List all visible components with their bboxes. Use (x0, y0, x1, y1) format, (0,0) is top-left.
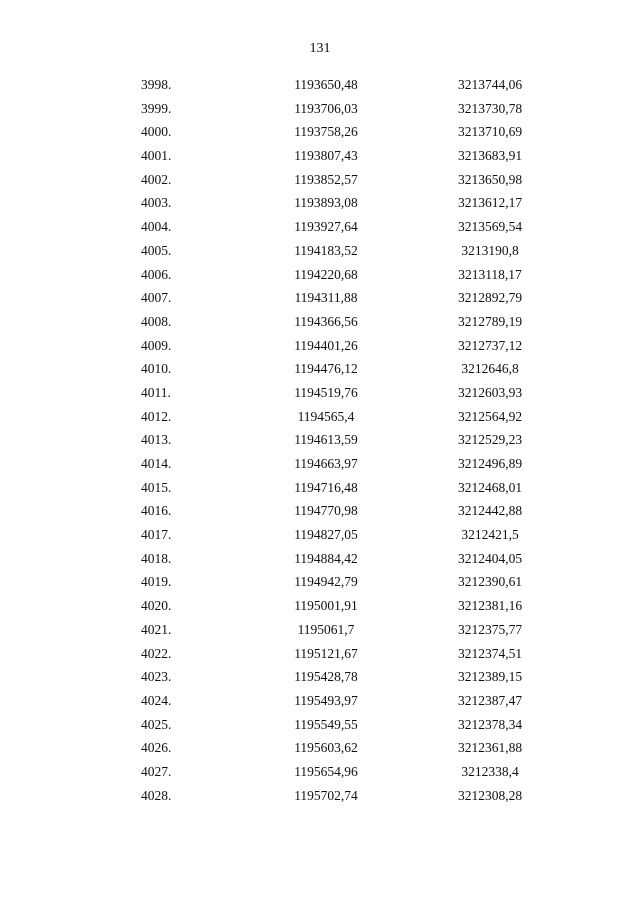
table-row (0, 736, 640, 760)
table-row (0, 73, 640, 97)
y-coordinate: 3213118,17 (458, 266, 522, 282)
x-coordinate: 1194827,05 (294, 527, 358, 543)
point-number: 4008. (141, 313, 172, 329)
point-number: 4022. (141, 645, 172, 661)
x-coordinate: 1194183,52 (294, 242, 358, 258)
point-number: 4012. (141, 408, 172, 424)
x-coordinate: 1194519,76 (294, 384, 358, 400)
table-row (0, 547, 640, 571)
point-number: 4014. (141, 456, 172, 471)
point-number: 4027. (141, 763, 172, 779)
y-coordinate: 3212468,01 (457, 479, 523, 495)
point-number: 4011. (141, 384, 171, 400)
y-coordinate: 3212496,89 (457, 456, 523, 471)
y-coordinate: 3212564,92 (457, 408, 523, 424)
table-row (0, 215, 640, 239)
y-coordinate: 3212404,05 (457, 550, 523, 566)
point-number: 4028. (141, 787, 172, 803)
table-row (0, 168, 640, 192)
x-coordinate: 1195603,62 (294, 740, 358, 756)
x-coordinate: 1195061,7 (297, 621, 355, 637)
y-coordinate: 3212442,88 (457, 503, 523, 519)
x-coordinate: 1194366,56 (294, 313, 358, 329)
point-number: 4013. (141, 432, 172, 448)
point-number: 4004. (141, 219, 172, 235)
x-coordinate: 1194942,79 (294, 574, 358, 590)
x-coordinate: 1194476,12 (294, 361, 358, 377)
coordinate-table (0, 73, 640, 807)
y-coordinate: 3213612,17 (457, 195, 523, 211)
y-coordinate: 3212603,93 (457, 384, 523, 400)
x-coordinate: 1193758,26 (294, 124, 358, 140)
table-row (0, 97, 640, 121)
table-row (0, 642, 640, 666)
x-coordinate: 1193893,08 (294, 195, 358, 211)
y-coordinate: 3212789,19 (457, 313, 523, 329)
table-row (0, 263, 640, 287)
y-coordinate: 3212390,61 (457, 574, 523, 590)
y-coordinate: 3212381,16 (457, 598, 523, 614)
y-coordinate: 3213730,78 (457, 100, 523, 116)
y-coordinate: 3212361,88 (457, 740, 523, 756)
point-number: 4009. (141, 337, 172, 353)
table-row (0, 523, 640, 547)
y-coordinate: 3212646,8 (461, 361, 519, 377)
point-number: 4018. (141, 550, 172, 566)
table-row (0, 357, 640, 381)
table-row (0, 286, 640, 310)
table-row (0, 381, 640, 405)
point-number: 3998. (141, 77, 172, 92)
table-row (0, 689, 640, 713)
point-number: 4010. (141, 361, 172, 377)
x-coordinate: 1195654,96 (294, 763, 358, 779)
x-coordinate: 1194663,97 (294, 456, 358, 471)
y-coordinate: 3213569,54 (457, 219, 523, 235)
point-number: 4003. (141, 195, 172, 211)
y-coordinate: 3212737,12 (457, 337, 523, 353)
point-number: 4017. (141, 527, 172, 543)
point-number: 4023. (141, 669, 172, 685)
table-row (0, 570, 640, 594)
x-coordinate: 1195549,55 (294, 716, 358, 732)
x-coordinate: 1194565,4 (297, 408, 355, 424)
y-coordinate: 3212338,4 (461, 763, 519, 779)
y-coordinate: 3212374,51 (457, 645, 523, 661)
table-row (0, 594, 640, 618)
y-coordinate: 3212389,15 (457, 669, 523, 685)
y-coordinate: 3212529,23 (457, 432, 523, 448)
x-coordinate: 1194220,68 (294, 266, 358, 282)
x-coordinate: 1194770,98 (294, 503, 358, 519)
table-row (0, 713, 640, 737)
y-coordinate: 3212387,47 (457, 692, 523, 708)
table-row (0, 452, 640, 476)
x-coordinate: 1195428,78 (294, 669, 358, 685)
point-number: 4016. (141, 503, 172, 519)
x-coordinate: 1193852,57 (294, 171, 358, 187)
x-coordinate: 1193706,03 (294, 100, 358, 116)
point-number: 4020. (141, 598, 172, 614)
point-number: 4005. (141, 242, 172, 258)
y-coordinate: 3212375,77 (457, 621, 523, 637)
y-coordinate: 3213190,8 (461, 242, 519, 258)
table-row (0, 499, 640, 523)
x-coordinate: 1193650,48 (294, 77, 358, 92)
table-row (0, 618, 640, 642)
x-coordinate: 1193927,64 (294, 219, 358, 235)
point-number: 4000. (141, 124, 172, 140)
x-coordinate: 1194716,48 (294, 479, 358, 495)
y-coordinate: 3212308,28 (457, 787, 523, 803)
point-number: 4006. (141, 266, 172, 282)
page-number: 131 (309, 41, 331, 56)
table-row (0, 191, 640, 215)
x-coordinate: 1195121,67 (294, 645, 358, 661)
x-coordinate: 1194613,59 (294, 432, 358, 448)
point-number: 4024. (141, 692, 172, 708)
point-number: 4026. (141, 740, 172, 756)
y-coordinate: 3213683,91 (457, 148, 523, 164)
point-number: 4019. (141, 574, 172, 590)
table-row (0, 665, 640, 689)
y-coordinate: 3212421,5 (461, 527, 519, 543)
point-number: 3999. (141, 100, 172, 116)
point-number: 4002. (141, 171, 172, 187)
table-row (0, 334, 640, 358)
table-row (0, 120, 640, 144)
y-coordinate: 3213710,69 (457, 124, 523, 140)
point-number: 4021. (141, 621, 172, 637)
table-row (0, 239, 640, 263)
x-coordinate: 1194311,88 (294, 290, 358, 306)
point-number: 4007. (141, 290, 172, 306)
table-row (0, 310, 640, 334)
x-coordinate: 1195702,74 (294, 787, 358, 803)
x-coordinate: 1193807,43 (294, 148, 358, 164)
y-coordinate: 3212892,79 (457, 290, 523, 306)
table-row (0, 784, 640, 808)
y-coordinate: 3213744,06 (457, 77, 523, 92)
point-number: 4025. (141, 716, 172, 732)
table-row (0, 760, 640, 784)
x-coordinate: 1194401,26 (294, 337, 358, 353)
y-coordinate: 3212378,34 (457, 716, 523, 732)
y-coordinate: 3213650,98 (457, 171, 523, 187)
table-row (0, 405, 640, 429)
table-row (0, 144, 640, 168)
point-number: 4001. (141, 148, 172, 164)
x-coordinate: 1194884,42 (294, 550, 358, 566)
table-row (0, 476, 640, 500)
x-coordinate: 1195493,97 (294, 692, 358, 708)
x-coordinate: 1195001,91 (294, 598, 358, 614)
point-number: 4015. (141, 479, 172, 495)
table-row (0, 428, 640, 452)
